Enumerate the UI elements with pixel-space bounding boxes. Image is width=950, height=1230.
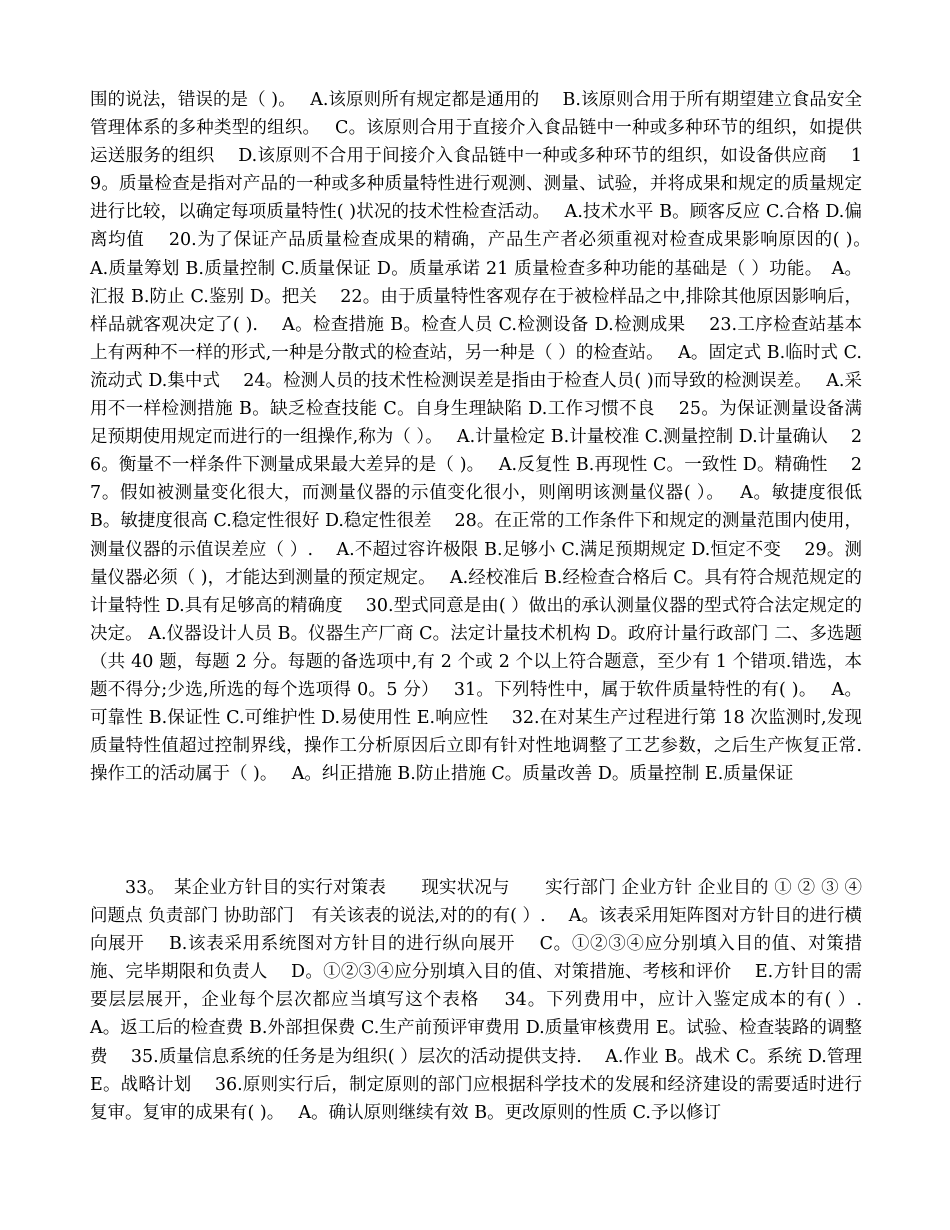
body-paragraph-2: 33。 某企业方针目的实行对策表 现实状况与 实行部门 企业方针 企业目的 ① ② ③ ④ 问题点 负责部门 协助部门 有关该表的说法,对的的有( ）. A。该表采用矩阵图对方针目的进行横向展开 B.该表采用系统图对方针目的进行纵向展开 C。①②③④应分别填入目的值、对策措施、完毕期限和负责人 D。①②③④应分别填入目的值、对策措施、考核和评价 E.方针目的需要层层展开，企业每个层次都应当填写这个表格 34。下列费用中，应计入鉴定成本的有( ）. A。返工后的检查费 B.外部担保费 C.生产前预评审费用 D.质量审核费用 E。试验、检查装路的调整费 35.质量信息系统的任务是为组织( ）层次的活动提供支持. A.作业 B。战术 C。系统 D.管理 E。战略计划 36.原则实行后，制定原则的部门应根据科学技术的发展和经济建设的需要适时进行复审。复审的成果有( )。 A。确认原则继续有效 B。更改原则的性质 C.予以修订 <box>90 878 886 1123</box>
body-paragraph-1: 围的说法，错误的是（ )。 A.该原则所有规定都是通用的 B.该原则合用于所有期望建立食品安全管理体系的多种类型的组织。 C。该原则合用于直接介入食品链中一种或多种环节的组织，如提供运送服务的组织 D.该原则不合用于间接介入食品链中一种或多种环节的组织，如设备供应商 19。质量检查是指对产品的一种或多种质量特性进行观测、测量、试验，并将成果和规定的质量规定进行比较，以确定每项质量特性( )状况的技术性检查活动。 A.技术水平 B。顾客反应 C.合格 D.偏离均值 20.为了保证产品质量检查成果的精确，产品生产者必须重视对检查成果影响原因的( )。 A.质量筹划 B.质量控制 C.质量保证 D。质量承诺 21 质量检查多种功能的基础是（ ）功能。 A。汇报 B.防止 C.鉴别 D。把关 22。由于质量特性客观存在于被检样品之中,排除其他原因影响后，样品就客观决定了( ). A。检查措施 B。检查人员 C.检测设备 D.检测成果 23.工序检查站基本上有两种不一样的形式,一种是分散式的检查站，另一种是（ ）的检查站。 A。固定式 B.临时式 C.流动式 D.集中式 24。检测人员的技术性检测误差是指由于检查人员( )而导致的检测误差。 A.采用不一样检测措施 B。缺乏检查技能 C。自身生理缺陷 D.工作习惯不良 25。为保证测量设备满足预期使用规定而进行的一组操作,称为（ ）。 A.计量检定 B.计量校准 C.测量控制 D.计量确认 26。衡量不一样条件下测量成果最大差异的是（ )。 A.反复性 B.再现性 C。一致性 D。精确性 27。假如被测量变化很大，而测量仪器的示值变化很小，则阐明该测量仪器( ）。 A。敏捷度很低 B。敏捷度很高 C.稳定性很好 D.稳定性很差 28。在正常的工作条件下和规定的测量范围内使用，测量仪器的示值误差应（ ）. A.不超过容许极限 B.足够小 C.满足预期规定 D.恒定不变 29。测量仪器必须（ )，才能达到测量的预定规定。 A.经校准后 B.经检查合格后 C。具有符合规范规定的计量特性 D.具有足够高的精确度 30.型式同意是由( ）做出的承认测量仪器的型式符合法定规定的决定。 A.仪器设计人员 B。仪器生产厂商 C。法定计量技术机构 D。政府计量行政部门 二、多选题（共 40 题，每题 2 分。每题的备选项中,有 2 个或 2 个以上符合题意，至少有 1 个错项.错选，本题不得分;少选,所选的每个选项得 0。5 分） 31。下列特性中，属于软件质量特性的有( )。 A。可靠性 B.保证性 C.可维护性 D.易使用性 E.响应性 32.在对某生产过程进行第 18 次监测时,发现质量特性值超过控制界线，操作工分析原因后立即有针对性地调整了工艺参数，之后生产恢复正常.操作工的活动属于（ )。 A。纠正措施 B.防止措施 C。质量改善 D。质量控制 E.质量保证 <box>90 90 886 785</box>
